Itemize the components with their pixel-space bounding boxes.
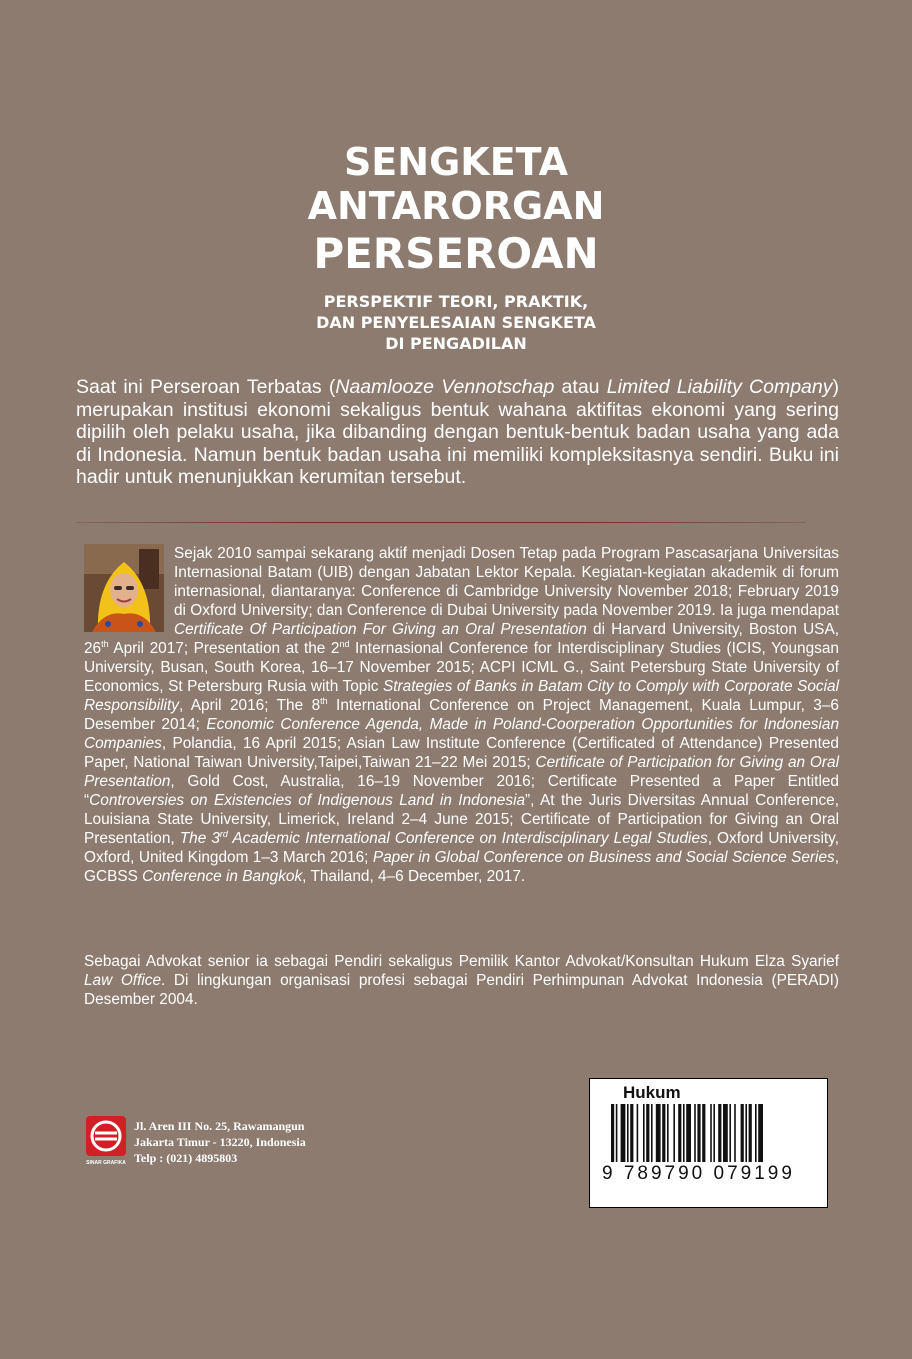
barcode-bar [630, 1104, 633, 1162]
author-advocate-note: Sebagai Advokat senior ia sebagai Pendiri sekaligus Pemilik Kantor Advokat/Konsultan Hukum Elza Syarief Law Office. Di lingkungan organisasi profesi sebagai Pendiri Perhimpunan Advokat Indonesia (PERADI) Desember 2004. [84, 953, 839, 1008]
barcode-bar [683, 1104, 685, 1162]
barcode-bar [637, 1104, 639, 1162]
barcode-bar [673, 1104, 675, 1162]
book-blurb: Saat ini Perseroan Terbatas (Naamlooze Vennotschap atau Limited Liability Company) merupakan institusi ekonomi sekaligus bentuk wahana aktifitas ekonomi yang sering dipilih oleh pelaku usaha, jika dibanding dengan bentuk-bentuk badan usaha yang ada di Indonesia. Namun bentuk badan usaha ini memiliki kompleksitasnya sendiri. Buku ini hadir untuk menunjukkan kerumitan tersebut. [76, 376, 839, 488]
isbn-category: Hukum [623, 1083, 681, 1102]
barcode-bar [627, 1104, 629, 1162]
barcode-bar [616, 1104, 618, 1162]
address-line-2: Jakarta Timur - 13220, Indonesia [134, 1135, 306, 1149]
subtitle-line-3: DI PENGADILAN [385, 334, 527, 353]
barcode-bar [749, 1104, 752, 1162]
barcode-bar [621, 1104, 626, 1162]
title-line-3: PERSEROAN [313, 229, 599, 278]
address-line-1: Jl. Aren III No. 25, Rawamangun [134, 1119, 305, 1133]
barcode-bar [643, 1104, 645, 1162]
title-line-2: ANTARORGAN [307, 184, 605, 228]
barcode-bar [611, 1104, 614, 1162]
barcode-bar [734, 1104, 736, 1162]
barcode-bar [710, 1104, 712, 1162]
publisher-logo-icon [86, 1116, 126, 1166]
barcode-bar [694, 1104, 696, 1162]
barcode-bar [723, 1104, 728, 1162]
publisher-phone: Telp : (021) 4895803 [134, 1151, 238, 1165]
barcode-bar [755, 1104, 757, 1162]
barcode-bar [651, 1104, 653, 1162]
barcode-bar [758, 1104, 763, 1162]
barcode-bar [667, 1104, 669, 1162]
barcode-bar [656, 1104, 661, 1162]
barcode-bar [697, 1104, 700, 1162]
isbn-number: 9 789790 079199 [602, 1163, 795, 1184]
barcode-bar [741, 1104, 744, 1162]
divider-line [76, 522, 806, 523]
barcode-bar [662, 1104, 665, 1162]
svg-text:SINAR GRAFIKA: SINAR GRAFIKA [86, 1160, 126, 1166]
barcode-bar [678, 1104, 681, 1162]
barcode-icon [609, 1104, 809, 1162]
barcode-bar [686, 1104, 691, 1162]
barcode-bar [702, 1104, 705, 1162]
author-biography: Sejak 2010 sampai sekarang aktif menjadi Dosen Tetap pada Program Pascasarjana Universitas Internasional Batam (UIB) dengan Jabatan Lektor Kepala. Kegiatan-kegiatan akademik di forum internasional, diantaranya: Conference di Cambridge University November 2018; February 2019 di Oxford University; dan Conference di Dubai University pada November 2019. Ia juga mendapat Certificate Of Participation For Giving an Oral Presentation di Harvard University, Boston USA, 26th April 2017; Presentation at the 2nd Internasional Conference for Interdisciplinary Studies (ICIS, Youngsan University, Busan, South Korea, 16–17 November 2015; ACPI ICML G., Saint Petersburg State University of Economics, St Petersburg Rusia with Topic Strategies of Banks in Batam City to Comply with Corporate Social Responsibility, April 2016; The 8th International Conference on Project Management, Kuala Lumpur, 3–6 Desember 2014; Economic Conference Agenda, Made in Poland-Coorperation Opportunities for Indonesian Companies, Polandia, 16 April 2015; Asian Law Institute Conference (Certificated of Attendance) Presented Paper, National Taiwan University,Taipei,Taiwan 21–22 Mei 2015; Certificate of Participation for Giving an Oral Presentation, Gold Cost, Australia, 16–19 November 2016; Certificate Presented a Paper Entitled “Controversies on Existencies of Indigenous Land in Indonesia”, At the Juris Diversitas Annual Conference, Louisiana State University, Limerick, Ireland 2–4 June 2015; Certificate of Participation for Giving an Oral Presentation, The 3rd Academic International Conference on Interdisciplinary Legal Studies, Oxford University, Oxford, United Kingdom 1–3 March 2016; Paper in Global Conference on Business and Social Science Series, GCBSS Conference in Bangkok, Thailand, 4–6 December, 2017. [84, 545, 840, 885]
subtitle-line-1: PERSPEKTIF TEORI, PRAKTIK, [323, 292, 589, 311]
barcode-bar [745, 1104, 747, 1162]
barcode-bar [713, 1104, 715, 1162]
barcode-bar [729, 1104, 731, 1162]
subtitle-line-2: DAN PENYELESAIAN SENGKETA [316, 313, 596, 332]
barcode-bar [718, 1104, 721, 1162]
title-line-1: SENGKETA [343, 140, 569, 184]
publisher-address [134, 1118, 306, 1166]
barcode-bar [646, 1104, 649, 1162]
